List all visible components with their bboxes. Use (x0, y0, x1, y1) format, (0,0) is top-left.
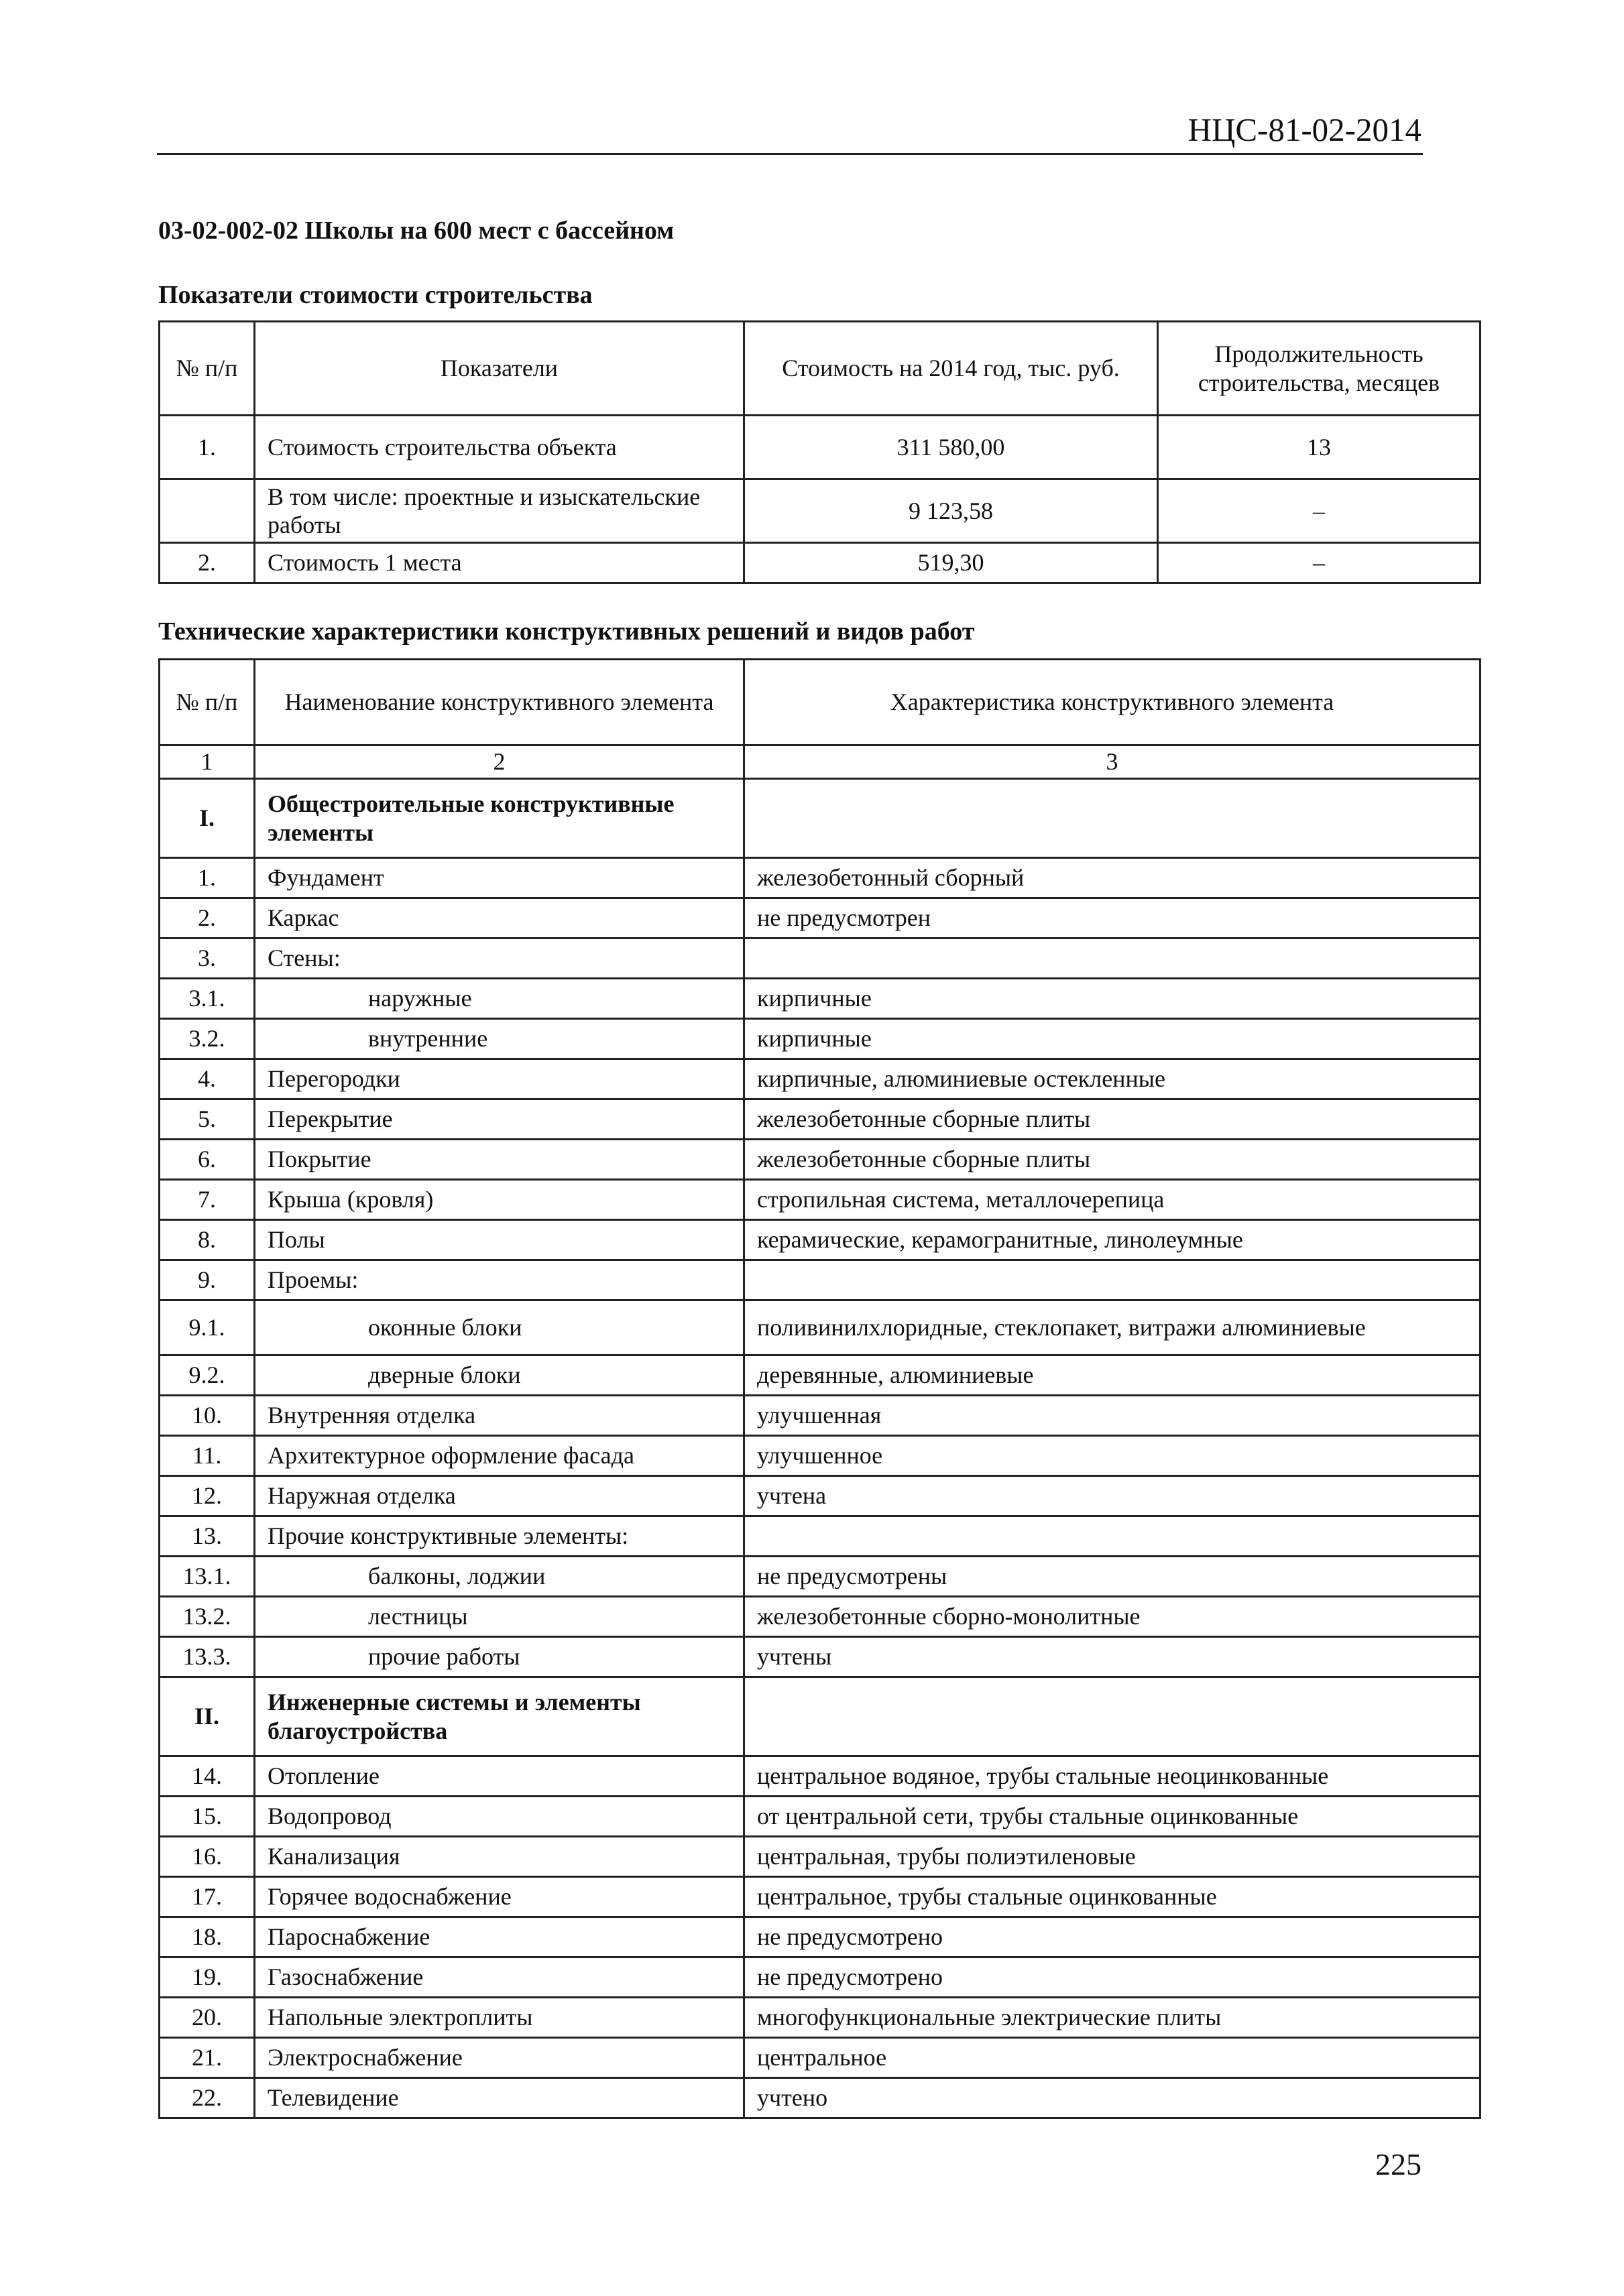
element-name: Каркас (255, 898, 744, 939)
element-characteristic: учтены (744, 1637, 1481, 1677)
column-header: Показатели (255, 322, 744, 416)
duration-value: 13 (1158, 416, 1481, 479)
element-name: оконные блоки (255, 1301, 744, 1355)
column-number: 1 (160, 745, 255, 779)
element-name: Канализация (255, 1837, 744, 1877)
element-name: Горячее водоснабжение (255, 1877, 744, 1917)
row-number: 9.1. (160, 1301, 255, 1355)
column-header: № п/п (160, 322, 255, 416)
table-row (160, 939, 1481, 979)
row-number (160, 479, 255, 543)
element-characteristic: не предусмотрены (744, 1557, 1481, 1597)
element-name: Наружная отделка (255, 1476, 744, 1516)
table-row (160, 1597, 1481, 1637)
element-characteristic: учтена (744, 1476, 1481, 1516)
element-name: Напольные электроплиты (255, 1998, 744, 2038)
row-number: 1. (160, 858, 255, 898)
row-number: 1. (160, 416, 255, 479)
element-characteristic: стропильная система, металлочерепица (744, 1180, 1481, 1220)
row-number: 5. (160, 1099, 255, 1140)
element-characteristic: не предусмотрено (744, 1917, 1481, 1957)
row-number: 16. (160, 1837, 255, 1877)
row-number: 15. (160, 1797, 255, 1837)
row-number: 10. (160, 1396, 255, 1436)
element-name: Пароснабжение (255, 1917, 744, 1957)
table-row (160, 1917, 1481, 1957)
column-header: Характеристика конструктивного элемента (744, 660, 1481, 745)
element-name: Инженерные системы и элементы благоустройства (255, 1677, 744, 1756)
element-characteristic: улучшенная (744, 1396, 1481, 1436)
table-row (160, 1099, 1481, 1140)
element-characteristic: многофункциональные электрические плиты (744, 1998, 1481, 2038)
table-row (160, 2038, 1481, 2078)
indicator-name: Стоимость строительства объекта (255, 416, 744, 479)
element-characteristic: железобетонные сборные плиты (744, 1099, 1481, 1140)
row-number: 13. (160, 1516, 255, 1557)
element-characteristic: центральная, трубы полиэтиленовые (744, 1837, 1481, 1877)
page-title: 03-02-002-02 Школы на 600 мест с бассейном (158, 217, 675, 245)
element-name: Электроснабжение (255, 2038, 744, 2078)
element-name: Внутренняя отделка (255, 1396, 744, 1436)
element-characteristic (744, 939, 1481, 979)
element-characteristic: железобетонный сборный (744, 858, 1481, 898)
table-row (160, 1355, 1481, 1396)
row-number: 4. (160, 1059, 255, 1099)
table-row (160, 1260, 1481, 1301)
table-row (160, 1756, 1481, 1797)
element-name: Покрытие (255, 1140, 744, 1180)
element-name: Водопровод (255, 1797, 744, 1837)
element-characteristic: кирпичные (744, 979, 1481, 1019)
element-characteristic: не предусмотрен (744, 898, 1481, 939)
document-code: НЦС-81-02-2014 (1187, 111, 1422, 148)
table-row (160, 1301, 1481, 1355)
row-number: 3.2. (160, 1019, 255, 1059)
element-characteristic (744, 1260, 1481, 1301)
cost-value: 9 123,58 (744, 479, 1158, 543)
element-name: лестницы (255, 1597, 744, 1637)
table-header-row (160, 660, 1481, 745)
element-characteristic (744, 1677, 1481, 1756)
table-row (160, 1140, 1481, 1180)
duration-value: – (1158, 479, 1481, 543)
table-row (160, 1877, 1481, 1917)
cost-section-heading: Показатели стоимости строительства (158, 281, 593, 309)
element-name: Перегородки (255, 1059, 744, 1099)
table-row (160, 1436, 1481, 1476)
row-number: 13.2. (160, 1597, 255, 1637)
row-number: 9.2. (160, 1355, 255, 1396)
table-row (160, 1637, 1481, 1677)
element-name: прочие работы (255, 1637, 744, 1677)
row-number: 17. (160, 1877, 255, 1917)
element-name: Отопление (255, 1756, 744, 1797)
column-header: Продолжительность строительства, месяцев (1158, 322, 1481, 416)
table-row (160, 1957, 1481, 1998)
row-number: 6. (160, 1140, 255, 1180)
row-number: 2. (160, 543, 255, 583)
table-row (160, 1476, 1481, 1516)
element-name: Стены: (255, 939, 744, 979)
row-number: 12. (160, 1476, 255, 1516)
element-characteristic: от центральной сети, трубы стальные оцинкованные (744, 1797, 1481, 1837)
row-number: I. (160, 779, 255, 858)
column-header: № п/п (160, 660, 255, 745)
table-row (160, 1019, 1481, 1059)
table-row (160, 1797, 1481, 1837)
page-number: 225 (1375, 2147, 1422, 2181)
element-characteristic: не предусмотрено (744, 1957, 1481, 1998)
row-number: 22. (160, 2078, 255, 2118)
element-characteristic: поливинилхлоридные, стеклопакет, витражи алюминиевые (744, 1301, 1481, 1355)
element-name: дверные блоки (255, 1355, 744, 1396)
column-header: Наименование конструктивного элемента (255, 660, 744, 745)
row-number: II. (160, 1677, 255, 1756)
table-row (160, 1396, 1481, 1436)
row-number: 11. (160, 1436, 255, 1476)
table-row (160, 1557, 1481, 1597)
element-characteristic: центральное водяное, трубы стальные неоцинкованные (744, 1756, 1481, 1797)
table-row (160, 858, 1481, 898)
column-number: 2 (255, 745, 744, 779)
element-characteristic: железобетонные сборно-монолитные (744, 1597, 1481, 1637)
element-name: Перекрытие (255, 1099, 744, 1140)
cost-indicators-table (158, 320, 1481, 584)
section-row (160, 779, 1481, 858)
row-number: 2. (160, 898, 255, 939)
table-row (160, 1059, 1481, 1099)
row-number: 8. (160, 1220, 255, 1260)
cost-value: 519,30 (744, 543, 1158, 583)
element-characteristic: кирпичные (744, 1019, 1481, 1059)
indicator-name: Стоимость 1 места (255, 543, 744, 583)
cost-value: 311 580,00 (744, 416, 1158, 479)
duration-value: – (1158, 543, 1481, 583)
section-row (160, 1677, 1481, 1756)
element-name: Фундамент (255, 858, 744, 898)
column-number-row (160, 745, 1481, 779)
element-characteristic: деревянные, алюминиевые (744, 1355, 1481, 1396)
table-row (160, 543, 1481, 583)
row-number: 20. (160, 1998, 255, 2038)
row-number: 14. (160, 1756, 255, 1797)
element-name: наружные (255, 979, 744, 1019)
technical-characteristics-table (158, 658, 1481, 2119)
element-characteristic (744, 779, 1481, 858)
indicator-name: В том числе: проектные и изыскательские работы (255, 479, 744, 543)
element-characteristic: улучшенное (744, 1436, 1481, 1476)
element-characteristic: центральное (744, 2038, 1481, 2078)
table-row (160, 898, 1481, 939)
element-name: Телевидение (255, 2078, 744, 2118)
table-row (160, 416, 1481, 479)
element-name: Архитектурное оформление фасада (255, 1436, 744, 1476)
element-name: Крыша (кровля) (255, 1180, 744, 1220)
element-name: Газоснабжение (255, 1957, 744, 1998)
element-name: Полы (255, 1220, 744, 1260)
row-number: 3.1. (160, 979, 255, 1019)
table-row (160, 1220, 1481, 1260)
table-row (160, 2078, 1481, 2118)
table-row (160, 1837, 1481, 1877)
row-number: 7. (160, 1180, 255, 1220)
row-number: 9. (160, 1260, 255, 1301)
row-number: 18. (160, 1917, 255, 1957)
column-header: Стоимость на 2014 год, тыс. руб. (744, 322, 1158, 416)
element-characteristic: учтено (744, 2078, 1481, 2118)
element-name: Проемы: (255, 1260, 744, 1301)
table-header-row (160, 322, 1481, 416)
table-row (160, 479, 1481, 543)
element-characteristic: железобетонные сборные плиты (744, 1140, 1481, 1180)
element-name: балконы, лоджии (255, 1557, 744, 1597)
header-rule (157, 153, 1423, 155)
row-number: 13.3. (160, 1637, 255, 1677)
table-row (160, 1516, 1481, 1557)
element-characteristic: керамические, керамогранитные, линолеумные (744, 1220, 1481, 1260)
row-number: 21. (160, 2038, 255, 2078)
table-row (160, 1180, 1481, 1220)
table-row (160, 1998, 1481, 2038)
element-characteristic (744, 1516, 1481, 1557)
row-number: 19. (160, 1957, 255, 1998)
element-name: Прочие конструктивные элементы: (255, 1516, 744, 1557)
row-number: 3. (160, 939, 255, 979)
element-name: внутренние (255, 1019, 744, 1059)
element-characteristic: центральное, трубы стальные оцинкованные (744, 1877, 1481, 1917)
column-number: 3 (744, 745, 1481, 779)
row-number: 13.1. (160, 1557, 255, 1597)
element-characteristic: кирпичные, алюминиевые остекленные (744, 1059, 1481, 1099)
tech-section-heading: Технические характеристики конструктивных решений и видов работ (158, 617, 975, 646)
element-name: Общестроительные конструктивные элементы (255, 779, 744, 858)
table-row (160, 979, 1481, 1019)
